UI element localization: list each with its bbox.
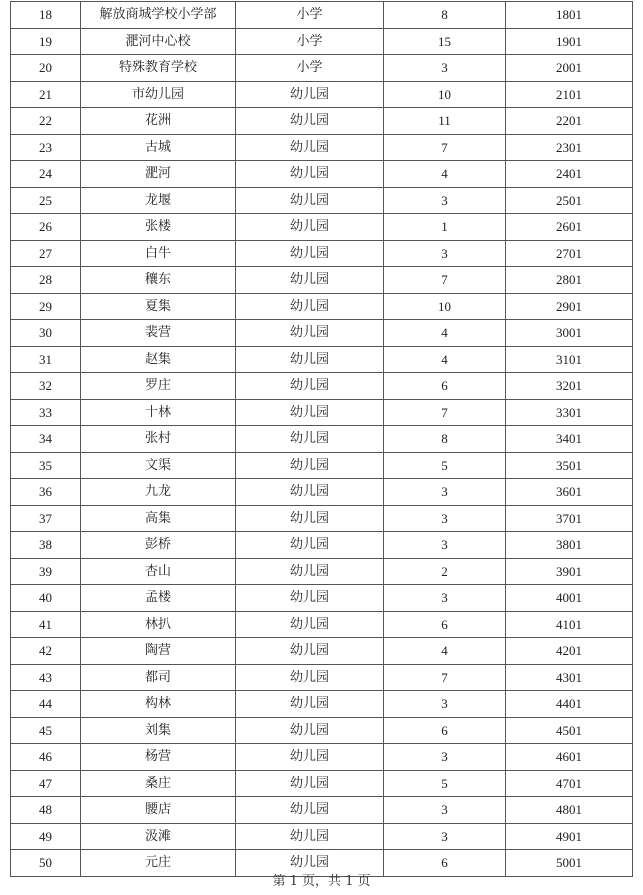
cell-code: 2401 [506, 161, 633, 188]
cell-number: 38 [11, 532, 81, 559]
cell-school-level: 幼儿园 [236, 558, 384, 585]
cell-school-level: 幼儿园 [236, 108, 384, 135]
cell-number: 22 [11, 108, 81, 135]
cell-school-level: 幼儿园 [236, 426, 384, 453]
cell-school-name: 林扒 [81, 611, 236, 638]
page-footer: 第 1 页，共 1 页 [272, 874, 371, 889]
cell-school-name: 赵集 [81, 346, 236, 373]
cell-count: 10 [384, 81, 506, 108]
cell-count: 3 [384, 532, 506, 559]
cell-count: 3 [384, 55, 506, 82]
table-row [11, 240, 633, 267]
table-row [11, 214, 633, 241]
table-row [11, 691, 633, 718]
table-row [11, 134, 633, 161]
cell-number: 24 [11, 161, 81, 188]
table-row [11, 320, 633, 347]
cell-school-name: 解放商城学校小学部 [81, 2, 236, 29]
cell-school-name: 构林 [81, 691, 236, 718]
cell-school-level: 幼儿园 [236, 373, 384, 400]
cell-number: 31 [11, 346, 81, 373]
cell-number: 48 [11, 797, 81, 824]
cell-count: 4 [384, 346, 506, 373]
cell-school-name: 淝河 [81, 161, 236, 188]
table-row [11, 187, 633, 214]
table-row [11, 558, 633, 585]
cell-school-name: 市幼儿园 [81, 81, 236, 108]
cell-number: 39 [11, 558, 81, 585]
cell-code: 2601 [506, 214, 633, 241]
cell-number: 45 [11, 717, 81, 744]
school-table [10, 1, 633, 877]
cell-code: 3101 [506, 346, 633, 373]
cell-count: 3 [384, 187, 506, 214]
cell-code: 3701 [506, 505, 633, 532]
cell-number: 27 [11, 240, 81, 267]
table-row [11, 532, 633, 559]
cell-count: 5 [384, 770, 506, 797]
cell-number: 32 [11, 373, 81, 400]
table-row [11, 770, 633, 797]
cell-school-level: 幼儿园 [236, 399, 384, 426]
cell-school-level: 幼儿园 [236, 320, 384, 347]
cell-count: 6 [384, 717, 506, 744]
cell-number: 49 [11, 823, 81, 850]
cell-count: 4 [384, 161, 506, 188]
cell-school-level: 幼儿园 [236, 267, 384, 294]
cell-school-name: 都司 [81, 664, 236, 691]
cell-school-name: 孟楼 [81, 585, 236, 612]
cell-number: 20 [11, 55, 81, 82]
cell-school-name: 罗庄 [81, 373, 236, 400]
table-body [11, 2, 633, 877]
cell-count: 4 [384, 638, 506, 665]
cell-number: 35 [11, 452, 81, 479]
cell-code: 4301 [506, 664, 633, 691]
cell-code: 4201 [506, 638, 633, 665]
cell-school-name: 陶营 [81, 638, 236, 665]
cell-school-level: 幼儿园 [236, 214, 384, 241]
cell-code: 4401 [506, 691, 633, 718]
cell-code: 2301 [506, 134, 633, 161]
cell-number: 43 [11, 664, 81, 691]
cell-code: 2801 [506, 267, 633, 294]
cell-school-name: 淝河中心校 [81, 28, 236, 55]
cell-school-level: 幼儿园 [236, 452, 384, 479]
table-row [11, 638, 633, 665]
cell-number: 29 [11, 293, 81, 320]
table-row [11, 479, 633, 506]
cell-number: 25 [11, 187, 81, 214]
cell-school-name: 文渠 [81, 452, 236, 479]
cell-code: 3801 [506, 532, 633, 559]
table-row [11, 585, 633, 612]
cell-code: 2101 [506, 81, 633, 108]
cell-school-level: 幼儿园 [236, 161, 384, 188]
cell-school-name: 桑庄 [81, 770, 236, 797]
cell-school-name: 杏山 [81, 558, 236, 585]
cell-code: 2701 [506, 240, 633, 267]
cell-school-name: 夏集 [81, 293, 236, 320]
table-row [11, 717, 633, 744]
cell-code: 5001 [506, 850, 633, 877]
cell-code: 2201 [506, 108, 633, 135]
cell-school-name: 十林 [81, 399, 236, 426]
cell-code: 3601 [506, 479, 633, 506]
cell-code: 4001 [506, 585, 633, 612]
cell-count: 7 [384, 267, 506, 294]
cell-school-level: 幼儿园 [236, 664, 384, 691]
table-row [11, 505, 633, 532]
cell-school-name: 张楼 [81, 214, 236, 241]
cell-school-name: 刘集 [81, 717, 236, 744]
table-row [11, 28, 633, 55]
cell-count: 2 [384, 558, 506, 585]
cell-number: 47 [11, 770, 81, 797]
cell-school-level: 幼儿园 [236, 770, 384, 797]
cell-school-name: 穰东 [81, 267, 236, 294]
cell-code: 3401 [506, 426, 633, 453]
cell-number: 36 [11, 479, 81, 506]
table-row [11, 426, 633, 453]
cell-school-level: 幼儿园 [236, 611, 384, 638]
cell-school-level: 小学 [236, 28, 384, 55]
cell-count: 3 [384, 691, 506, 718]
table-row [11, 346, 633, 373]
cell-code: 2501 [506, 187, 633, 214]
cell-school-level: 幼儿园 [236, 240, 384, 267]
cell-number: 41 [11, 611, 81, 638]
cell-number: 18 [11, 2, 81, 29]
table-row [11, 161, 633, 188]
cell-code: 4501 [506, 717, 633, 744]
table-row [11, 2, 633, 29]
cell-school-name: 白牛 [81, 240, 236, 267]
cell-school-level: 幼儿园 [236, 717, 384, 744]
cell-school-name: 张村 [81, 426, 236, 453]
table-row [11, 452, 633, 479]
cell-code: 3001 [506, 320, 633, 347]
cell-count: 3 [384, 744, 506, 771]
cell-school-name: 花洲 [81, 108, 236, 135]
cell-code: 3901 [506, 558, 633, 585]
cell-school-name: 杨营 [81, 744, 236, 771]
cell-school-name: 龙堰 [81, 187, 236, 214]
cell-number: 44 [11, 691, 81, 718]
cell-code: 3501 [506, 452, 633, 479]
table-row [11, 797, 633, 824]
cell-school-level: 幼儿园 [236, 691, 384, 718]
cell-count: 8 [384, 2, 506, 29]
cell-school-name: 高集 [81, 505, 236, 532]
cell-code: 2901 [506, 293, 633, 320]
cell-count: 7 [384, 134, 506, 161]
cell-count: 3 [384, 797, 506, 824]
table-row [11, 55, 633, 82]
cell-count: 4 [384, 320, 506, 347]
cell-number: 21 [11, 81, 81, 108]
cell-school-level: 幼儿园 [236, 744, 384, 771]
table-row [11, 293, 633, 320]
cell-number: 40 [11, 585, 81, 612]
cell-code: 1901 [506, 28, 633, 55]
cell-school-level: 幼儿园 [236, 134, 384, 161]
table-row [11, 373, 633, 400]
cell-school-level: 小学 [236, 55, 384, 82]
cell-count: 8 [384, 426, 506, 453]
cell-code: 4901 [506, 823, 633, 850]
cell-number: 34 [11, 426, 81, 453]
cell-number: 26 [11, 214, 81, 241]
cell-code: 4601 [506, 744, 633, 771]
cell-number: 46 [11, 744, 81, 771]
cell-school-level: 幼儿园 [236, 346, 384, 373]
cell-school-level: 幼儿园 [236, 505, 384, 532]
cell-school-name: 裴营 [81, 320, 236, 347]
cell-count: 3 [384, 585, 506, 612]
cell-code: 3201 [506, 373, 633, 400]
cell-school-name: 元庄 [81, 850, 236, 877]
cell-count: 6 [384, 850, 506, 877]
cell-code: 4801 [506, 797, 633, 824]
cell-number: 19 [11, 28, 81, 55]
cell-school-name: 彭桥 [81, 532, 236, 559]
table-row [11, 744, 633, 771]
cell-school-name: 九龙 [81, 479, 236, 506]
cell-count: 1 [384, 214, 506, 241]
cell-number: 30 [11, 320, 81, 347]
cell-count: 7 [384, 664, 506, 691]
cell-code: 2001 [506, 55, 633, 82]
cell-count: 6 [384, 611, 506, 638]
cell-count: 10 [384, 293, 506, 320]
cell-count: 7 [384, 399, 506, 426]
table-row [11, 81, 633, 108]
cell-school-level: 幼儿园 [236, 532, 384, 559]
cell-count: 3 [384, 479, 506, 506]
cell-code: 3301 [506, 399, 633, 426]
cell-number: 33 [11, 399, 81, 426]
cell-school-name: 特殊教育学校 [81, 55, 236, 82]
cell-code: 4101 [506, 611, 633, 638]
cell-school-level: 小学 [236, 2, 384, 29]
cell-count: 3 [384, 240, 506, 267]
cell-code: 4701 [506, 770, 633, 797]
table-row [11, 611, 633, 638]
cell-school-level: 幼儿园 [236, 797, 384, 824]
cell-school-level: 幼儿园 [236, 823, 384, 850]
cell-school-level: 幼儿园 [236, 850, 384, 877]
cell-count: 5 [384, 452, 506, 479]
cell-count: 3 [384, 823, 506, 850]
cell-school-level: 幼儿园 [236, 585, 384, 612]
cell-school-level: 幼儿园 [236, 81, 384, 108]
cell-number: 28 [11, 267, 81, 294]
cell-count: 6 [384, 373, 506, 400]
table-row [11, 399, 633, 426]
cell-code: 1801 [506, 2, 633, 29]
cell-school-level: 幼儿园 [236, 187, 384, 214]
cell-count: 11 [384, 108, 506, 135]
cell-number: 37 [11, 505, 81, 532]
cell-count: 15 [384, 28, 506, 55]
table-row [11, 267, 633, 294]
cell-school-name: 汲滩 [81, 823, 236, 850]
cell-school-level: 幼儿园 [236, 638, 384, 665]
cell-school-level: 幼儿园 [236, 293, 384, 320]
cell-number: 50 [11, 850, 81, 877]
table-row [11, 664, 633, 691]
cell-school-name: 古城 [81, 134, 236, 161]
cell-school-name: 腰店 [81, 797, 236, 824]
table-row [11, 823, 633, 850]
cell-number: 23 [11, 134, 81, 161]
cell-count: 3 [384, 505, 506, 532]
cell-number: 42 [11, 638, 81, 665]
cell-school-level: 幼儿园 [236, 479, 384, 506]
table-row [11, 108, 633, 135]
